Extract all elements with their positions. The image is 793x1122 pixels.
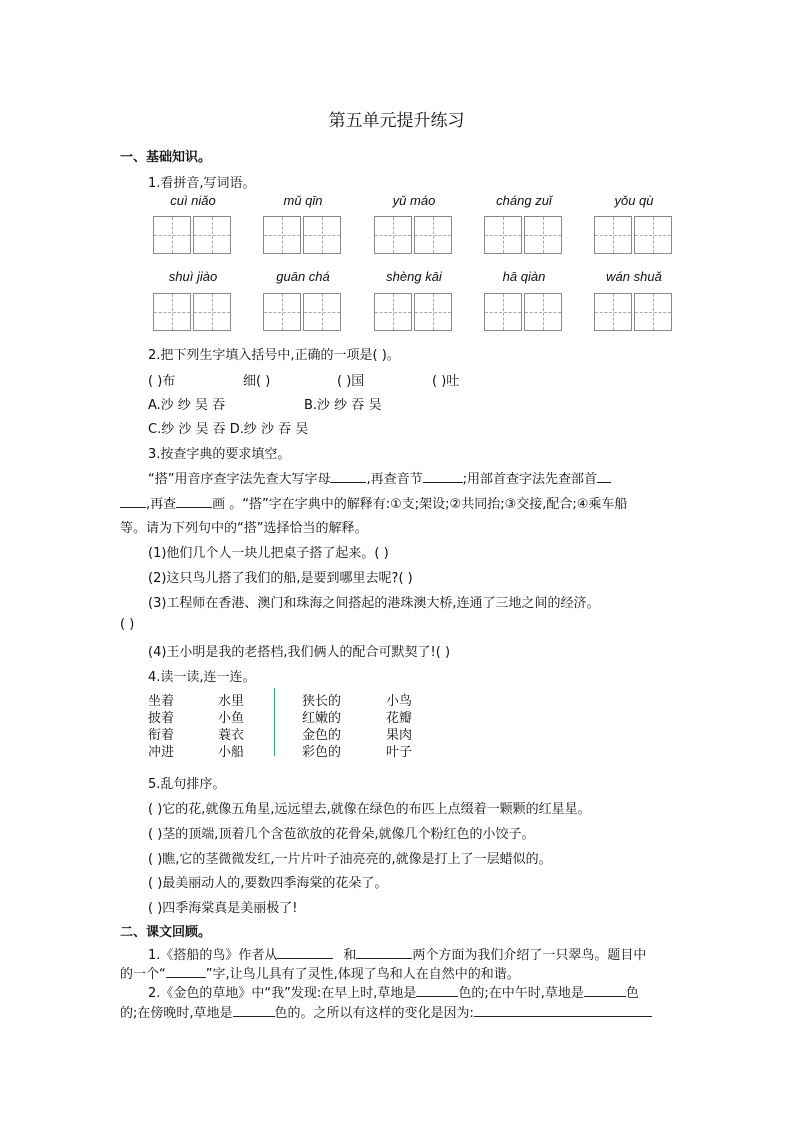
writing-box[interactable]: [263, 293, 301, 331]
match-word[interactable]: 蓑衣: [218, 728, 245, 743]
writing-box[interactable]: [524, 216, 562, 254]
match-word[interactable]: 金色的: [302, 728, 342, 743]
q3-text: “搭”用音序查字法先查大写字母: [148, 472, 331, 487]
answer-blank[interactable]: [166, 965, 206, 978]
writing-box[interactable]: [374, 216, 412, 254]
pinyin-label: cháng zuǐ: [496, 193, 552, 208]
q3-sentence: (3)工程师在香港、澳门和珠海之间搭起的港珠澳大桥,连通了三地之间的经济。: [148, 596, 600, 611]
pinyin-label: yǔ máo: [392, 193, 436, 208]
answer-blank[interactable]: [120, 495, 146, 508]
answer-blank[interactable]: [277, 946, 333, 959]
writing-box[interactable]: [634, 216, 672, 254]
writing-box[interactable]: [303, 293, 341, 331]
writing-box[interactable]: [594, 216, 632, 254]
q3-text: ;用部首查字法先查部首: [462, 472, 598, 487]
s2-text: 和: [343, 948, 357, 963]
q5-line: ( )四季海棠真是美丽极了!: [148, 901, 298, 916]
s2-text: 色的。之所以有这样的变化是因为:: [274, 1006, 474, 1021]
answer-blank[interactable]: [330, 470, 366, 483]
section1-heading: 一、基础知识。: [120, 150, 212, 165]
q2-item: ( )布: [148, 374, 176, 389]
pinyin-label: shèng kāi: [386, 269, 442, 284]
pinyin-label: guān chá: [276, 269, 330, 284]
pinyin-label: mǔ qīn: [283, 193, 323, 208]
q3-sentence: (4)王小明是我的老搭档,我们俩人的配合可默契了!( ): [148, 645, 451, 660]
s2-text: 2.《金色的草地》中“我”发现:在早上时,草地是: [148, 986, 417, 1001]
match-word[interactable]: 小鱼: [218, 711, 245, 726]
page-title: 第五单元提升练习: [328, 111, 465, 131]
answer-blank[interactable]: [584, 984, 626, 997]
column-divider: [274, 688, 275, 756]
writing-box[interactable]: [153, 293, 191, 331]
q3-sentence: (1)他们几个人一块儿把桌子搭了起来。( ): [148, 546, 389, 561]
writing-box[interactable]: [414, 216, 452, 254]
match-word[interactable]: 果肉: [386, 728, 413, 743]
pinyin-label: wán shuǎ: [606, 269, 662, 284]
q2-prompt: 2.把下列生字填入括号中,正确的一项是( )。: [148, 348, 400, 363]
q3-sentence: ( ): [120, 617, 135, 632]
answer-blank[interactable]: [233, 1004, 275, 1017]
q2-item: ( )国: [337, 374, 365, 389]
q2-item: ( )吐: [432, 374, 460, 389]
match-word[interactable]: 衔着: [148, 728, 175, 743]
answer-blank[interactable]: [356, 946, 412, 959]
match-word[interactable]: 披着: [148, 711, 175, 726]
match-word[interactable]: 红嫩的: [302, 711, 342, 726]
pinyin-label: cuì niǎo: [170, 193, 216, 208]
writing-box[interactable]: [263, 216, 301, 254]
q3-sentence: (2)这只鸟儿搭了我们的船,是要到哪里去呢?( ): [148, 571, 413, 586]
s2-text: 1.《搭船的鸟》作者从: [148, 948, 278, 963]
writing-box[interactable]: [634, 293, 672, 331]
q4-prompt: 4.读一读,连一连。: [148, 670, 256, 685]
s2-text: 两个方面为我们介绍了一只翠鸟。题目中: [412, 948, 647, 963]
q5-line: ( )最美丽动人的,要数四季海棠的花朵了。: [148, 876, 388, 891]
match-word[interactable]: 叶子: [386, 745, 413, 760]
writing-box[interactable]: [374, 293, 412, 331]
writing-box[interactable]: [193, 293, 231, 331]
s2-text: 色: [625, 986, 639, 1001]
match-word[interactable]: 小船: [218, 745, 245, 760]
q3-text: ,再查: [146, 497, 177, 512]
writing-box[interactable]: [193, 216, 231, 254]
match-word[interactable]: 花瓣: [386, 711, 413, 726]
writing-box[interactable]: [303, 216, 341, 254]
s2-text: ”字,让鸟儿具有了灵性,体现了鸟和人在自然中的和谐。: [205, 967, 520, 982]
q3-prompt: 3.按查字典的要求填空。: [148, 447, 291, 462]
q2-option-b: B.沙 纱 吞 吴: [304, 398, 382, 413]
q3-text: ,再查音节: [366, 472, 423, 487]
match-word[interactable]: 狭长的: [302, 694, 342, 709]
answer-blank[interactable]: [597, 470, 611, 483]
match-word[interactable]: 水里: [218, 694, 245, 709]
q5-line: ( )茎的顶端,顶着几个含苞欲放的花骨朵,就像几个粉红色的小饺子。: [148, 827, 535, 842]
q5-line: ( )瞧,它的茎微微发红,一片片叶子油亮亮的,就像是打上了一层蜡似的。: [148, 852, 552, 867]
writing-box[interactable]: [153, 216, 191, 254]
q5-line: ( )它的花,就像五角星,远远望去,就像在绿色的布匹上点缀着一颗颗的红星星。: [148, 802, 591, 817]
writing-box[interactable]: [414, 293, 452, 331]
writing-box[interactable]: [484, 216, 522, 254]
writing-box[interactable]: [594, 293, 632, 331]
pinyin-label: shuì jiào: [168, 269, 218, 284]
answer-blank[interactable]: [474, 1004, 652, 1017]
pinyin-label: hā qiàn: [502, 269, 546, 284]
q2-item: 细( ): [243, 374, 271, 389]
section2-heading: 二、课文回顾。: [120, 925, 212, 940]
q3-text: 画 。“搭”字在字典中的解释有:①支;架设;②共同抬;③交接,配合;④乘车船: [212, 497, 628, 512]
q5-prompt: 5.乱句排序。: [148, 777, 226, 792]
answer-blank[interactable]: [423, 470, 463, 483]
answer-blank[interactable]: [176, 495, 212, 508]
answer-blank[interactable]: [416, 984, 458, 997]
s2-text: 的;在傍晚时,草地是: [120, 1006, 233, 1021]
match-word[interactable]: 坐着: [148, 694, 175, 709]
q2-option-cd: C.纱 沙 吴 吞 D.纱 沙 吞 吴: [148, 422, 309, 437]
s2-text: 色的;在中午时,草地是: [458, 986, 584, 1001]
match-word[interactable]: 小鸟: [386, 694, 413, 709]
match-word[interactable]: 冲进: [148, 745, 175, 760]
q2-option-a: A.沙 纱 吴 吞: [148, 398, 226, 413]
match-word[interactable]: 彩色的: [302, 745, 342, 760]
writing-box[interactable]: [524, 293, 562, 331]
pinyin-label: yǒu qù: [614, 193, 654, 208]
q1-prompt: 1.看拼音,写词语。: [148, 176, 256, 191]
s2-text: 的一个“: [120, 967, 166, 982]
q3-text: 等。请为下列句中的“搭”选择恰当的解释。: [120, 521, 368, 536]
writing-box[interactable]: [484, 293, 522, 331]
